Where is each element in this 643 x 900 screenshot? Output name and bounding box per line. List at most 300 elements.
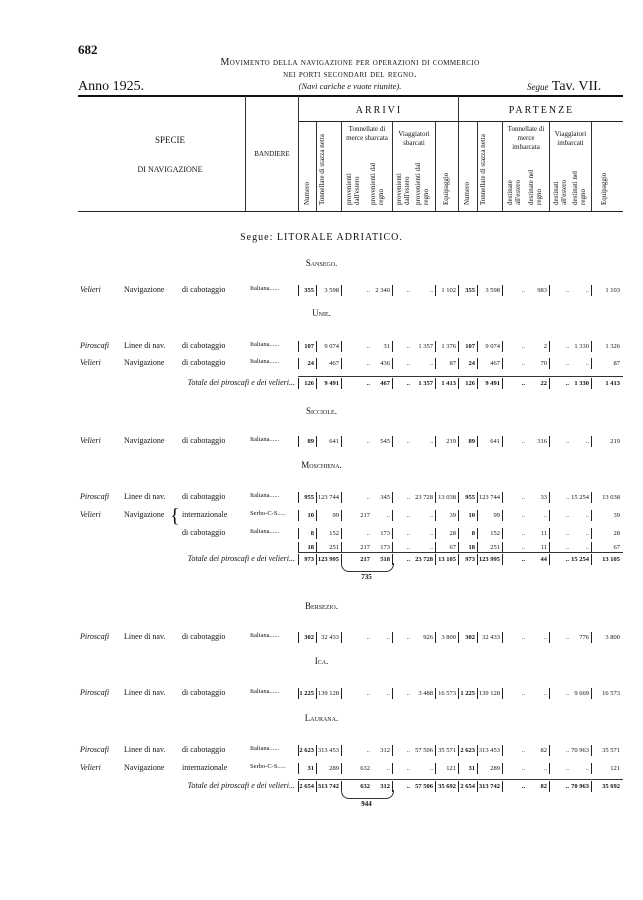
row-value-cell: .. (406, 634, 410, 641)
table-row (0, 632, 643, 644)
total-rule (298, 376, 623, 377)
row-value-cell: 955 (304, 494, 314, 501)
column-separator (458, 763, 459, 774)
column-separator (341, 436, 342, 447)
row-value-cell: 11 (540, 544, 547, 551)
row-value-cell: 3 598 (324, 287, 339, 294)
row-flag: Serbo-C-S..... (250, 510, 286, 517)
row-value-cell: 316 (537, 438, 547, 445)
table-row (0, 492, 643, 504)
column-separator (591, 510, 592, 521)
column-separator (435, 781, 436, 792)
row-value-cell: 2 654 (299, 783, 314, 790)
column-separator (435, 285, 436, 296)
row-value-cell: .. (565, 494, 569, 501)
row-value-cell: 11 (540, 530, 547, 537)
column-separator (392, 763, 393, 774)
row-value-cell: .. (565, 287, 569, 294)
row-vessel-type: Velieri (80, 436, 101, 445)
row-value-cell: 2 654 (460, 783, 475, 790)
column-separator (341, 510, 342, 521)
row-value-cell: 632 (360, 765, 370, 772)
row-value-cell: 152 (329, 530, 339, 537)
row-value-cell: 82 (540, 783, 547, 790)
row-value-cell: 1 413 (441, 380, 456, 387)
column-separator (392, 632, 393, 643)
column-separator (435, 492, 436, 503)
row-vessel-type: Velieri (80, 763, 101, 772)
header-dest-regno-v: destinati nel regno (571, 170, 588, 205)
table-row (0, 528, 643, 540)
row-value-cell: 16 573 (438, 690, 456, 697)
row-navigation-kind: Navigazione (124, 510, 165, 519)
column-separator (502, 528, 503, 539)
header-divider (316, 121, 317, 211)
column-separator (298, 436, 299, 447)
row-value-cell: 13 038 (602, 494, 620, 501)
row-value-cell: 467 (329, 360, 339, 367)
row-value-cell: 3 800 (441, 634, 456, 641)
row-value-cell: 24 (468, 360, 475, 367)
row-flag: Italiana...... (250, 745, 280, 752)
row-navigation-kind: Navigazione (124, 763, 165, 772)
row-value-cell: 973 (304, 556, 314, 563)
row-value-cell: .. (429, 765, 433, 772)
table-label (527, 79, 601, 95)
section-heading (0, 232, 643, 243)
total-rule (298, 779, 623, 780)
row-value-cell: 57 506 (415, 747, 433, 754)
row-value-cell: 926 (423, 634, 433, 641)
column-separator (458, 492, 459, 503)
column-separator (458, 358, 459, 369)
row-value-cell: 13 105 (438, 556, 456, 563)
column-separator (549, 763, 550, 774)
table-row (0, 378, 643, 390)
column-separator (298, 688, 299, 699)
row-value-cell: 1 103 (605, 287, 620, 294)
table-row (0, 745, 643, 757)
row-vessel-type: Velieri (80, 285, 101, 294)
column-separator (549, 492, 550, 503)
row-total-label: Totale dei piroscafi e dei velieri... (187, 554, 295, 563)
row-value-cell: .. (429, 530, 433, 537)
row-value-cell: 10 (307, 512, 314, 519)
segue-word: Segue (527, 82, 549, 92)
row-value-cell: 31 (468, 765, 475, 772)
row-value-cell: .. (429, 360, 433, 367)
column-separator (591, 763, 592, 774)
row-value-cell: .. (521, 634, 525, 641)
row-service: internazionale (182, 510, 228, 519)
column-separator (549, 378, 550, 389)
row-navigation-kind: Navigazione (124, 358, 165, 367)
row-value-cell: .. (521, 544, 525, 551)
row-flag: Italiana...... (250, 341, 280, 348)
column-separator (435, 341, 436, 352)
row-flag: Italiana...... (250, 528, 280, 535)
row-value-cell: 123 744 (478, 494, 500, 501)
location-bersezio: Bersezio. (305, 601, 338, 611)
row-value-cell: 217 (360, 544, 370, 551)
column-separator (502, 358, 503, 369)
column-separator (549, 554, 550, 565)
column-separator (477, 554, 478, 565)
row-service: di cabotaggio (182, 436, 226, 445)
column-separator (502, 745, 503, 756)
column-separator (502, 781, 503, 792)
header-dest-regno: destinate nel regno (527, 169, 544, 205)
column-separator (458, 632, 459, 643)
row-value-cell: .. (521, 512, 525, 519)
brace-sum-laurana: 944 (361, 800, 372, 808)
row-value-cell: 313 742 (478, 783, 500, 790)
row-value-cell: 32 433 (482, 634, 500, 641)
row-value-cell: .. (521, 494, 525, 501)
row-value-cell: .. (429, 287, 433, 294)
row-value-cell: .. (565, 360, 569, 367)
row-service: di cabotaggio (182, 632, 226, 641)
row-value-cell: 632 (360, 783, 370, 790)
column-separator (591, 285, 592, 296)
row-value-cell: 289 (490, 765, 500, 772)
column-separator (298, 554, 299, 565)
row-value-cell: 31 (383, 343, 390, 350)
column-separator (341, 358, 342, 369)
column-separator (316, 341, 317, 352)
column-separator (458, 341, 459, 352)
page-title-line2: nei porti secondari del regno. (283, 69, 417, 80)
table-row (0, 781, 643, 793)
column-separator (591, 781, 592, 792)
row-value-cell: 9 491 (485, 380, 500, 387)
row-value-cell: 1 357 (418, 380, 433, 387)
row-value-cell: .. (406, 494, 410, 501)
row-service: di cabotaggio (182, 358, 226, 367)
column-separator (316, 745, 317, 756)
row-value-cell: .. (521, 287, 525, 294)
row-total-label: Totale dei piroscafi e dei velieri... (187, 781, 295, 790)
column-separator (298, 745, 299, 756)
row-value-cell: .. (565, 783, 569, 790)
column-separator (435, 358, 436, 369)
row-value-cell: .. (543, 765, 547, 772)
column-separator (477, 492, 478, 503)
row-value-cell: .. (585, 287, 589, 294)
row-value-cell: 2 623 (460, 747, 475, 754)
column-separator (435, 688, 436, 699)
column-separator (591, 378, 592, 389)
row-value-cell: 313 453 (317, 747, 339, 754)
row-service: di cabotaggio (182, 688, 226, 697)
page-title: Movimento della navigazione per operazioni di commercio (220, 57, 480, 68)
row-value-cell: .. (585, 544, 589, 551)
location-sicciole: Sicciole. (306, 406, 337, 416)
row-value-cell: .. (386, 512, 390, 519)
row-navigation-kind: Linee di nav. (124, 632, 166, 641)
row-value-cell: 467 (490, 360, 500, 367)
row-value-cell: .. (543, 512, 547, 519)
row-value-cell: 28 (449, 530, 456, 537)
column-separator (502, 763, 503, 774)
column-separator (477, 378, 478, 389)
header-group-rule (298, 121, 623, 122)
row-value-cell: 289 (329, 765, 339, 772)
row-value-cell: .. (366, 380, 370, 387)
location-laurana: Laurana. (304, 713, 339, 723)
column-separator (591, 745, 592, 756)
header-bottom-rule (78, 211, 623, 212)
row-value-cell: 13 038 (438, 494, 456, 501)
row-value-cell: 28 (613, 530, 620, 537)
row-value-cell: 13 105 (602, 556, 620, 563)
column-separator (549, 632, 550, 643)
header-dest-estero-v: destinati all'estero (552, 180, 569, 205)
table-number: Tav. VII. (551, 79, 602, 94)
column-separator (591, 528, 592, 539)
row-value-cell: .. (521, 747, 525, 754)
column-separator (341, 492, 342, 503)
brace-velieri: { (170, 505, 180, 527)
column-separator (549, 285, 550, 296)
row-value-cell: 23 728 (415, 494, 433, 501)
location-ica: Ica. (314, 656, 329, 666)
row-value-cell: 1 326 (605, 343, 620, 350)
row-value-cell: 35 571 (438, 747, 456, 754)
row-value-cell: .. (429, 544, 433, 551)
row-service: di cabotaggio (182, 528, 226, 537)
row-value-cell: .. (406, 360, 410, 367)
brace (341, 790, 394, 799)
column-separator (477, 781, 478, 792)
column-separator (477, 285, 478, 296)
column-separator (298, 528, 299, 539)
table-row (0, 510, 643, 522)
row-value-cell: .. (366, 690, 370, 697)
row-value-cell: 23 728 (415, 556, 433, 563)
column-separator (316, 285, 317, 296)
header-partenze: PARTENZE (508, 105, 575, 116)
header-specie: SPECIE (154, 135, 185, 145)
row-value-cell: 173 (380, 544, 390, 551)
column-separator (341, 341, 342, 352)
row-value-cell: .. (406, 556, 410, 563)
row-value-cell: 313 453 (478, 747, 500, 754)
column-separator (502, 632, 503, 643)
row-navigation-kind: Linee di nav. (124, 492, 166, 501)
column-separator (316, 358, 317, 369)
row-value-cell: .. (565, 343, 569, 350)
column-separator (502, 554, 503, 565)
column-separator (549, 358, 550, 369)
row-value-cell: 983 (537, 287, 547, 294)
column-separator (298, 358, 299, 369)
row-value-cell: 16 573 (602, 690, 620, 697)
row-value-cell: .. (406, 765, 410, 772)
row-flag: Italiana...... (250, 285, 280, 292)
row-value-cell: 217 (360, 556, 370, 563)
row-value-cell: 9 074 (324, 343, 339, 350)
row-value-cell: .. (429, 512, 433, 519)
row-value-cell: 1 376 (441, 343, 456, 350)
table-row (0, 554, 643, 566)
row-value-cell: .. (565, 556, 569, 563)
row-value-cell: 22 (540, 380, 547, 387)
header-stazza-arr: Tonnellate di stazza netta (318, 134, 326, 205)
row-value-cell: .. (565, 530, 569, 537)
row-value-cell: 302 (304, 634, 314, 641)
column-separator (341, 745, 342, 756)
row-value-cell: .. (521, 783, 525, 790)
total-rule (298, 552, 623, 553)
row-value-cell: .. (521, 343, 525, 350)
column-separator (298, 378, 299, 389)
column-separator (316, 492, 317, 503)
row-value-cell: 121 (610, 765, 620, 772)
column-separator (458, 528, 459, 539)
column-separator (392, 745, 393, 756)
brace-sum-moschiena: 735 (361, 573, 372, 581)
row-value-cell: .. (521, 690, 525, 697)
row-flag: Italiana...... (250, 436, 280, 443)
header-divider (458, 96, 459, 211)
row-value-cell: 1 330 (574, 343, 589, 350)
header-prov-estero: provenienti dall'estero (345, 173, 362, 205)
row-value-cell: .. (565, 765, 569, 772)
column-separator (392, 492, 393, 503)
header-numero-par: Numero (463, 182, 471, 205)
year-label: Anno 1925. (78, 79, 145, 94)
row-value-cell: 312 (380, 783, 390, 790)
column-separator (341, 378, 342, 389)
column-separator (392, 378, 393, 389)
table-row (0, 358, 643, 370)
row-service: di cabotaggio (182, 492, 226, 501)
row-value-cell: 35 692 (602, 783, 620, 790)
row-value-cell: 33 (540, 494, 547, 501)
column-separator (435, 632, 436, 643)
header-divider (591, 121, 592, 211)
column-separator (392, 436, 393, 447)
column-separator (392, 285, 393, 296)
column-separator (502, 341, 503, 352)
column-separator (477, 341, 478, 352)
column-separator (316, 528, 317, 539)
header-viagg-sbarcati: Viaggiatori sbarcati (398, 130, 430, 147)
row-value-cell: 2 (543, 343, 547, 350)
column-separator (341, 632, 342, 643)
row-value-cell: 99 (332, 512, 339, 519)
row-service: internazionale (182, 763, 228, 772)
table-row (0, 436, 643, 448)
header-numero-arr: Numero (303, 182, 311, 205)
row-value-cell: 123 995 (317, 556, 339, 563)
column-separator (458, 436, 459, 447)
location-unie: Unie. (312, 308, 331, 318)
row-value-cell: .. (565, 747, 569, 754)
row-value-cell: .. (521, 765, 525, 772)
row-value-cell: 3 800 (605, 634, 620, 641)
row-value-cell: 24 (307, 360, 314, 367)
header-divider (435, 121, 436, 211)
row-value-cell: 1 102 (441, 287, 456, 294)
column-separator (458, 688, 459, 699)
row-value-cell: 44 (540, 556, 547, 563)
header-di-navigazione: DI NAVIGAZIONE (137, 165, 203, 174)
row-value-cell: .. (406, 287, 410, 294)
column-separator (477, 688, 478, 699)
header-viagg-imbarcati: Viaggiatori imbarcati (554, 130, 587, 147)
row-value-cell: 345 (380, 494, 390, 501)
column-separator (502, 436, 503, 447)
header-divider (245, 96, 246, 211)
column-separator (435, 378, 436, 389)
row-value-cell: .. (521, 530, 525, 537)
row-vessel-type: Piroscafi (80, 632, 110, 641)
column-separator (591, 341, 592, 352)
row-value-cell: .. (585, 765, 589, 772)
row-value-cell: 173 (380, 530, 390, 537)
column-separator (591, 554, 592, 565)
row-value-cell: 123 744 (317, 494, 339, 501)
column-separator (316, 632, 317, 643)
row-value-cell: 641 (329, 438, 339, 445)
row-vessel-type: Piroscafi (80, 492, 110, 501)
row-vessel-type: Velieri (80, 358, 101, 367)
header-bandiere: BANDIERE (254, 150, 290, 158)
row-value-cell: 2 623 (299, 747, 314, 754)
column-separator (392, 510, 393, 521)
row-value-cell: .. (565, 634, 569, 641)
column-separator (591, 632, 592, 643)
column-separator (392, 358, 393, 369)
row-vessel-type: Piroscafi (80, 688, 110, 697)
header-dest-estero: destinate all'estero (506, 180, 523, 205)
row-value-cell: .. (406, 530, 410, 537)
column-separator (435, 528, 436, 539)
row-value-cell: .. (565, 690, 569, 697)
column-separator (477, 510, 478, 521)
row-value-cell: 57 506 (415, 783, 433, 790)
row-value-cell: .. (521, 360, 525, 367)
brace (341, 563, 394, 572)
row-value-cell: 70 (540, 360, 547, 367)
row-value-cell: .. (366, 360, 370, 367)
row-value-cell: .. (585, 530, 589, 537)
row-value-cell: 9 669 (574, 690, 589, 697)
column-separator (316, 510, 317, 521)
row-value-cell: .. (406, 380, 410, 387)
row-total-label: Totale dei piroscafi e dei velieri... (187, 378, 295, 387)
row-value-cell: 31 (307, 765, 314, 772)
header-arrivi: ARRIVI (355, 105, 403, 116)
row-value-cell: .. (406, 512, 410, 519)
column-separator (591, 688, 592, 699)
row-value-cell: 39 (449, 512, 456, 519)
row-navigation-kind: Linee di nav. (124, 745, 166, 754)
row-value-cell: 18 (468, 544, 475, 551)
column-separator (341, 688, 342, 699)
column-separator (458, 745, 459, 756)
column-separator (341, 285, 342, 296)
column-separator (316, 554, 317, 565)
row-value-cell: 8 (471, 530, 475, 537)
row-value-cell: .. (366, 287, 370, 294)
row-value-cell: 1 225 (299, 690, 314, 697)
column-separator (458, 378, 459, 389)
column-separator (435, 554, 436, 565)
row-navigation-kind: Linee di nav. (124, 341, 166, 350)
